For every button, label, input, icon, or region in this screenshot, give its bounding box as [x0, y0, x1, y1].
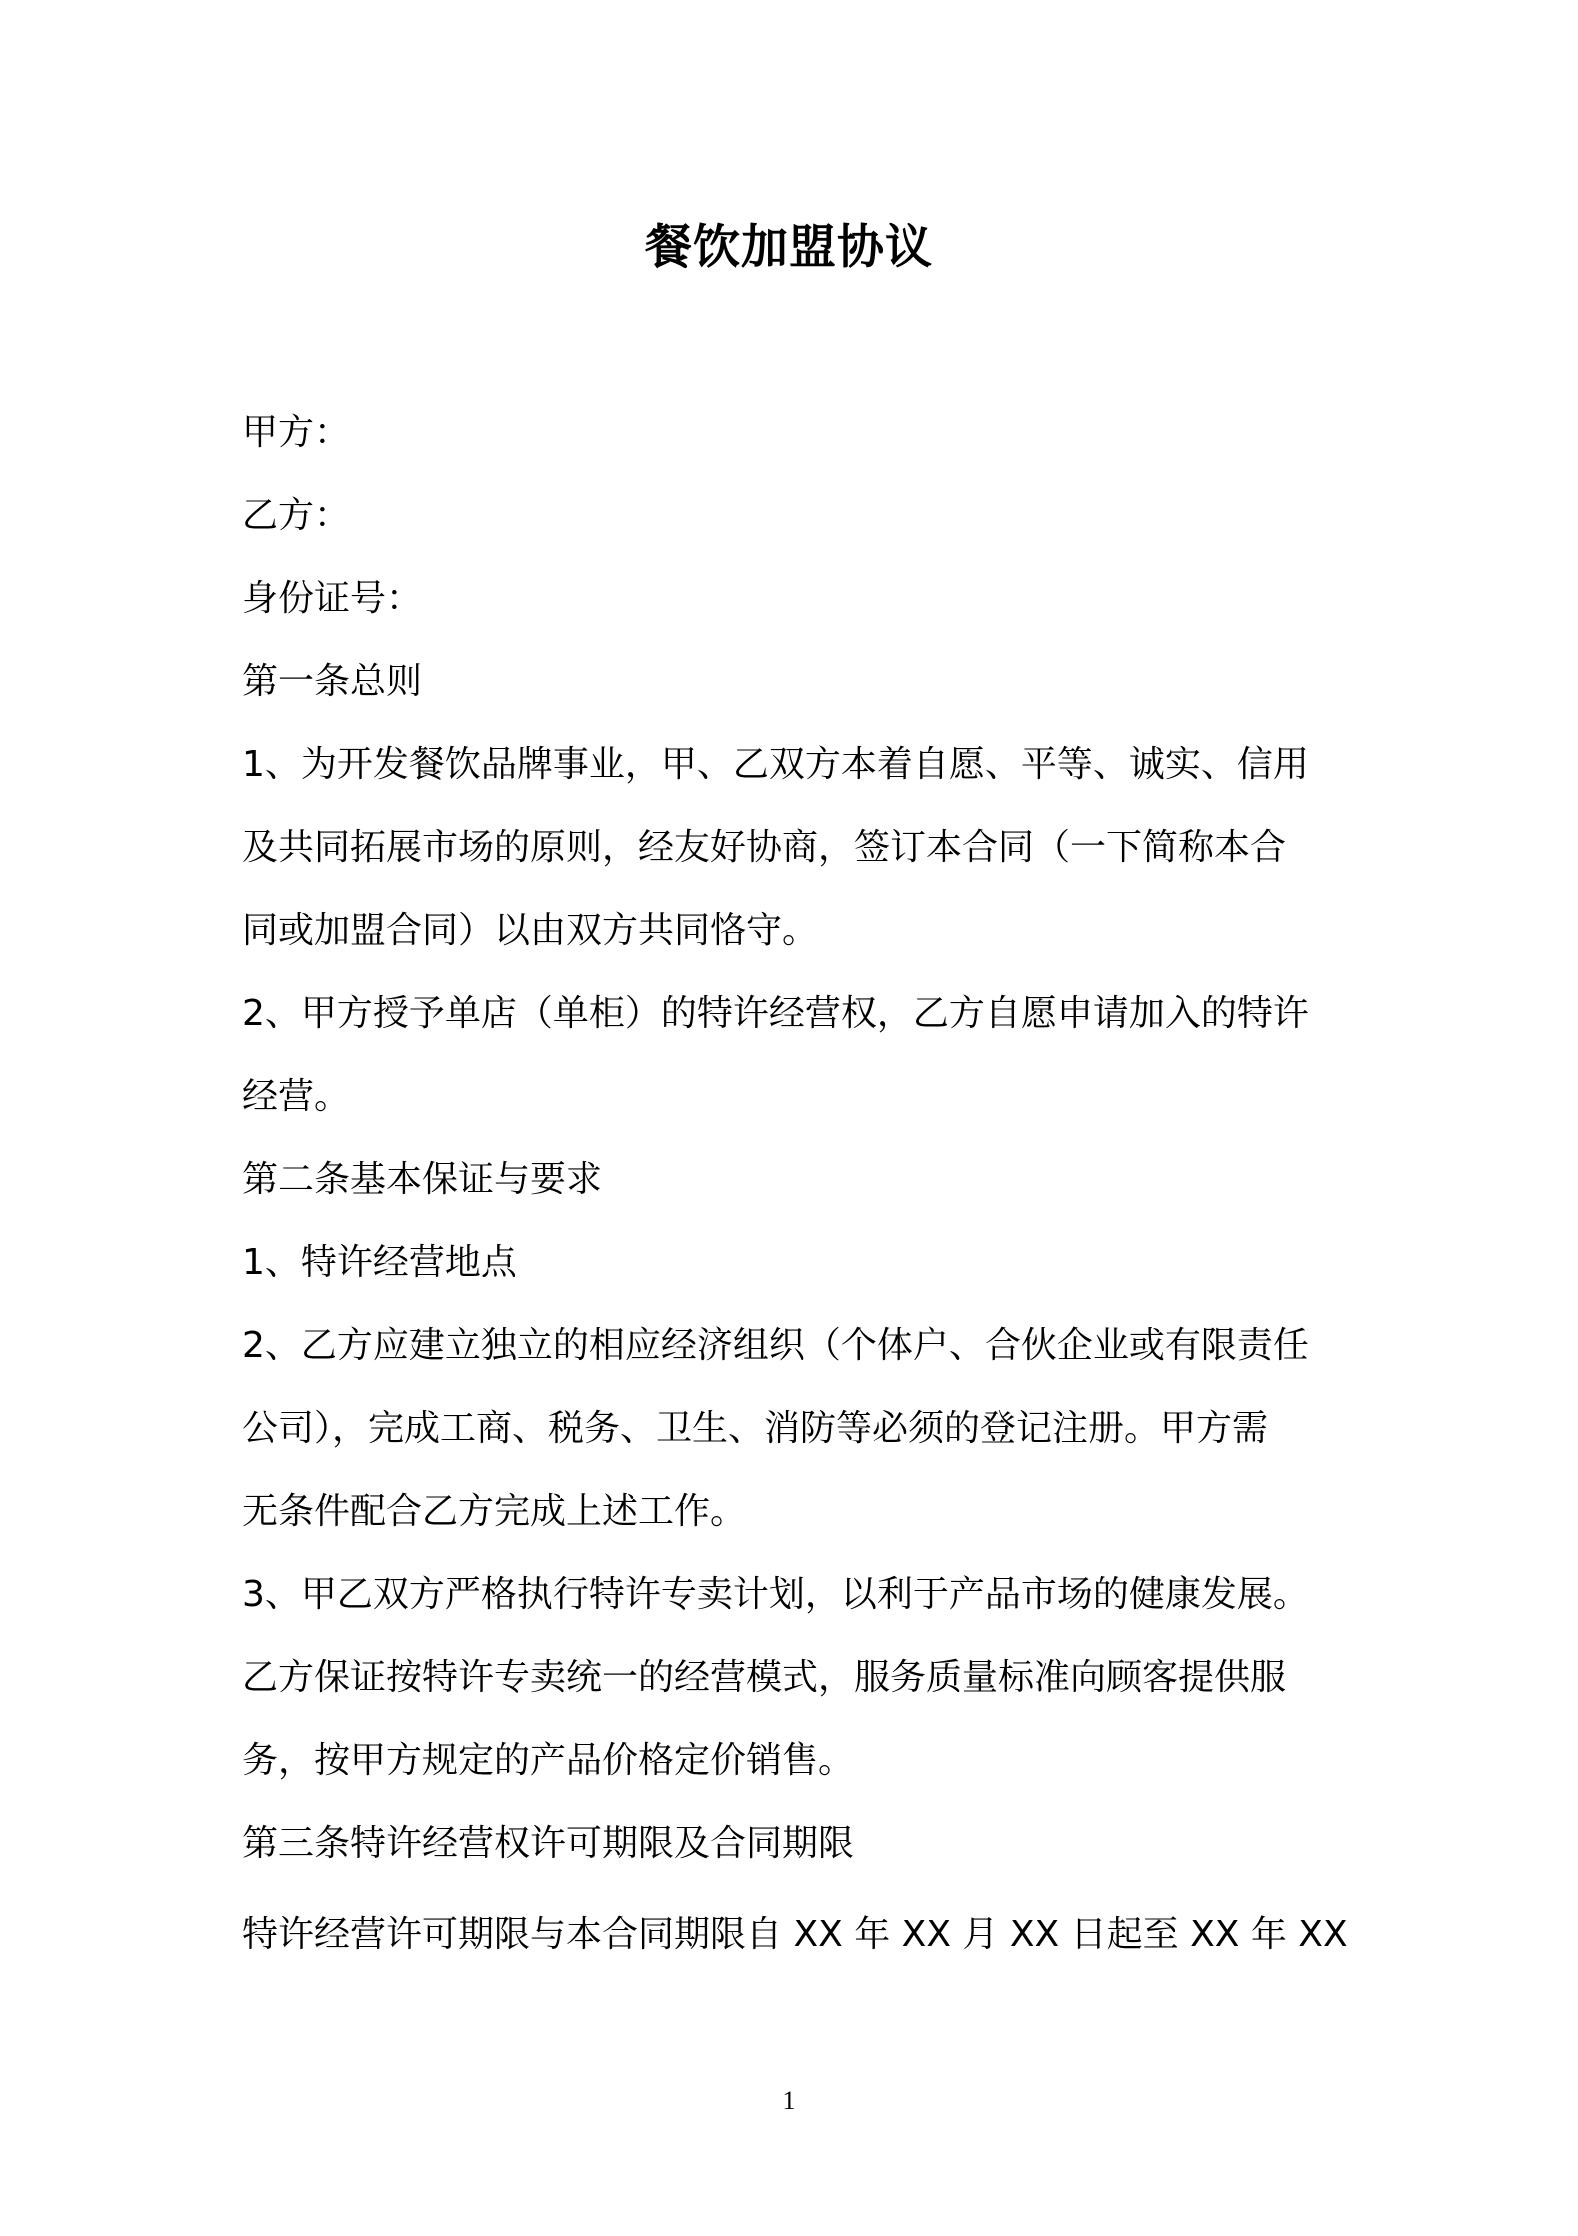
paragraph-line: 乙方保证按特许专卖统一的经营模式，服务质量标准向顾客提供服: [242, 1657, 1287, 1698]
paragraph-line: 务，按甲方规定的产品价格定价销售。: [242, 1740, 855, 1781]
section-heading-2: 第二条基本保证与要求: [242, 1159, 603, 1200]
id-number-line: 身份证号：: [242, 578, 423, 619]
paragraph-line: 3、甲乙双方严格执行特许专卖计划，以利于产品市场的健康发展。: [242, 1574, 1309, 1615]
section-heading-3: 第三条特许经营权许可期限及合同期限: [242, 1823, 855, 1864]
paragraph-line: 公司），完成工商、税务、卫生、消防等必须的登记注册。甲方需: [242, 1408, 1269, 1449]
paragraph-line: 特许经营许可期限与本合同期限自 XX 年 XX 月 XX 日起至 XX 年 XX: [242, 1914, 1348, 1955]
party-b-line: 乙方：: [242, 495, 351, 536]
paragraph-line: 1、特许经营地点: [242, 1242, 517, 1283]
page-number: 1: [782, 2086, 796, 2115]
paragraph-line: 及共同拓展市场的原则，经友好协商，签订本合同（一下简称本合: [242, 827, 1287, 868]
paragraph-line: 1、为开发餐饮品牌事业，甲、乙双方本着自愿、平等、诚实、信用: [242, 744, 1309, 785]
section-heading-1: 第一条总则: [242, 661, 423, 702]
paragraph-line: 经营。: [242, 1076, 351, 1117]
paragraph-line: 同或加盟合同）以由双方共同恪守。: [242, 910, 819, 951]
paragraph-line: 2、乙方应建立独立的相应经济组织（个体户、合伙企业或有限责任: [242, 1325, 1309, 1366]
paragraph-line: 2、甲方授予单店（单柜）的特许经营权，乙方自愿申请加入的特许: [242, 993, 1309, 1034]
paragraph-line: 无条件配合乙方完成上述工作。: [242, 1491, 747, 1532]
party-a-line: 甲方：: [242, 412, 351, 453]
document-title: 餐饮加盟协议: [645, 220, 933, 275]
